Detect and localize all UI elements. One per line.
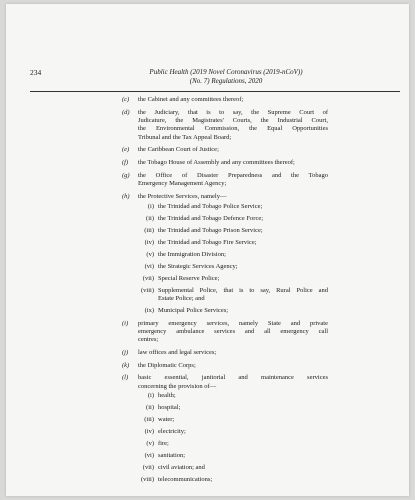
item-text: the Environmental Commission, the Equal Opportunities <box>138 125 328 133</box>
subitem-text: Municipal Police Services; <box>158 306 229 314</box>
header-rule <box>30 91 400 92</box>
item-text: the Judiciary, that is to say, the Supreme Court of <box>138 108 328 116</box>
subitem-text: Special Reserve Police; <box>158 274 220 282</box>
subitem-label: (v) <box>146 440 154 448</box>
subitem-text: civil aviation; and <box>158 464 205 472</box>
subitem-text: the Strategic Services Agency; <box>158 262 238 270</box>
subitem-text: Estate Police; and <box>158 294 205 302</box>
subitem-text: hospital; <box>158 404 181 412</box>
item-text: Tribunal and the Tax Appeal Board; <box>138 133 232 141</box>
item-label: (c) <box>122 96 130 103</box>
subitem-label: (viii) <box>141 476 154 484</box>
subitem-label: (ix) <box>144 306 154 314</box>
item-label: (d) <box>122 108 130 116</box>
item-text: the Protective Services, namely— <box>138 192 227 200</box>
subitem-label: (vi) <box>144 262 154 270</box>
subitem-text: telecommunications; <box>158 476 213 484</box>
item-label: (h) <box>122 192 130 200</box>
item-label: (i) <box>122 319 129 327</box>
item-text: the Diplomatic Corps; <box>138 361 196 369</box>
subitem-label: (iv) <box>144 428 154 436</box>
subitem-label: (iv) <box>144 238 154 246</box>
item-text: centres; <box>138 336 159 344</box>
subitem-label: (vi) <box>144 452 154 460</box>
running-title <box>116 68 336 85</box>
item-text: basic essential, janitorial and maintenance services <box>138 374 328 382</box>
subitem-text: sanitation; <box>158 452 186 460</box>
item-text: the Caribbean Court of Justice; <box>138 146 219 154</box>
subitem-text: health; <box>158 392 176 400</box>
item-text: the Office of Disaster Preparedness and the Tobago <box>138 171 328 179</box>
subitem-label: (vii) <box>142 464 154 472</box>
subitem-text: the Trinidad and Tobago Police Service; <box>158 202 263 210</box>
item-label: (j) <box>122 348 129 356</box>
item-text: concerning the provision of— <box>138 382 217 390</box>
item-text: Emergency Management Agency; <box>138 180 227 187</box>
item-label: (l) <box>122 374 129 382</box>
subitem-label: (i) <box>147 202 154 210</box>
subitem-label: (v) <box>146 250 154 258</box>
subitem-label: (iii) <box>144 416 154 424</box>
subitem-label: (viii) <box>141 286 154 294</box>
item-label: (g) <box>122 171 130 179</box>
item-label: (f) <box>122 159 129 166</box>
subitem-label: (iii) <box>144 226 154 234</box>
item-text: the Cabinet and any committees thereof; <box>138 96 244 103</box>
subitem-text: the Trinidad and Tobago Fire Service; <box>158 238 257 246</box>
item-label: (e) <box>122 146 130 154</box>
subitem-text: electricity; <box>158 428 186 436</box>
subitem-text: water; <box>158 416 175 424</box>
item-text: emergency ambulance services and all emergency call <box>138 327 328 335</box>
page-number: 234 <box>30 68 42 77</box>
subitem-label: (ii) <box>146 214 154 222</box>
item-text: law offices and legal services; <box>138 348 217 356</box>
subitem-text: the Trinidad and Tobago Prison Service; <box>158 226 263 234</box>
document-page <box>6 4 409 496</box>
subitem-label: (vii) <box>142 274 154 282</box>
subitem-text: Supplemental Police, that is to say, Rural Police and <box>158 286 328 294</box>
subitem-text: fire; <box>158 440 169 448</box>
subitem-text: the Trinidad and Tobago Defence Force; <box>158 214 264 222</box>
item-text: the Tobago House of Assembly and any committees thereof; <box>138 159 295 166</box>
subitem-text: the Immigration Division; <box>158 250 226 258</box>
subitem-label: (ii) <box>146 404 154 412</box>
running-title-line-1: Public Health (2019 Novel Coronavirus (2019-nCoV)) <box>149 68 303 76</box>
running-title-line-2: (No. 7) Regulations, 2020 <box>189 76 263 85</box>
item-text: Judicature, the Magistrates' Courts, the Industrial Court, <box>138 117 328 124</box>
subitem-label: (i) <box>147 392 154 400</box>
item-text: primary emergency services, namely State and private <box>138 319 328 327</box>
item-label: (k) <box>122 361 130 369</box>
